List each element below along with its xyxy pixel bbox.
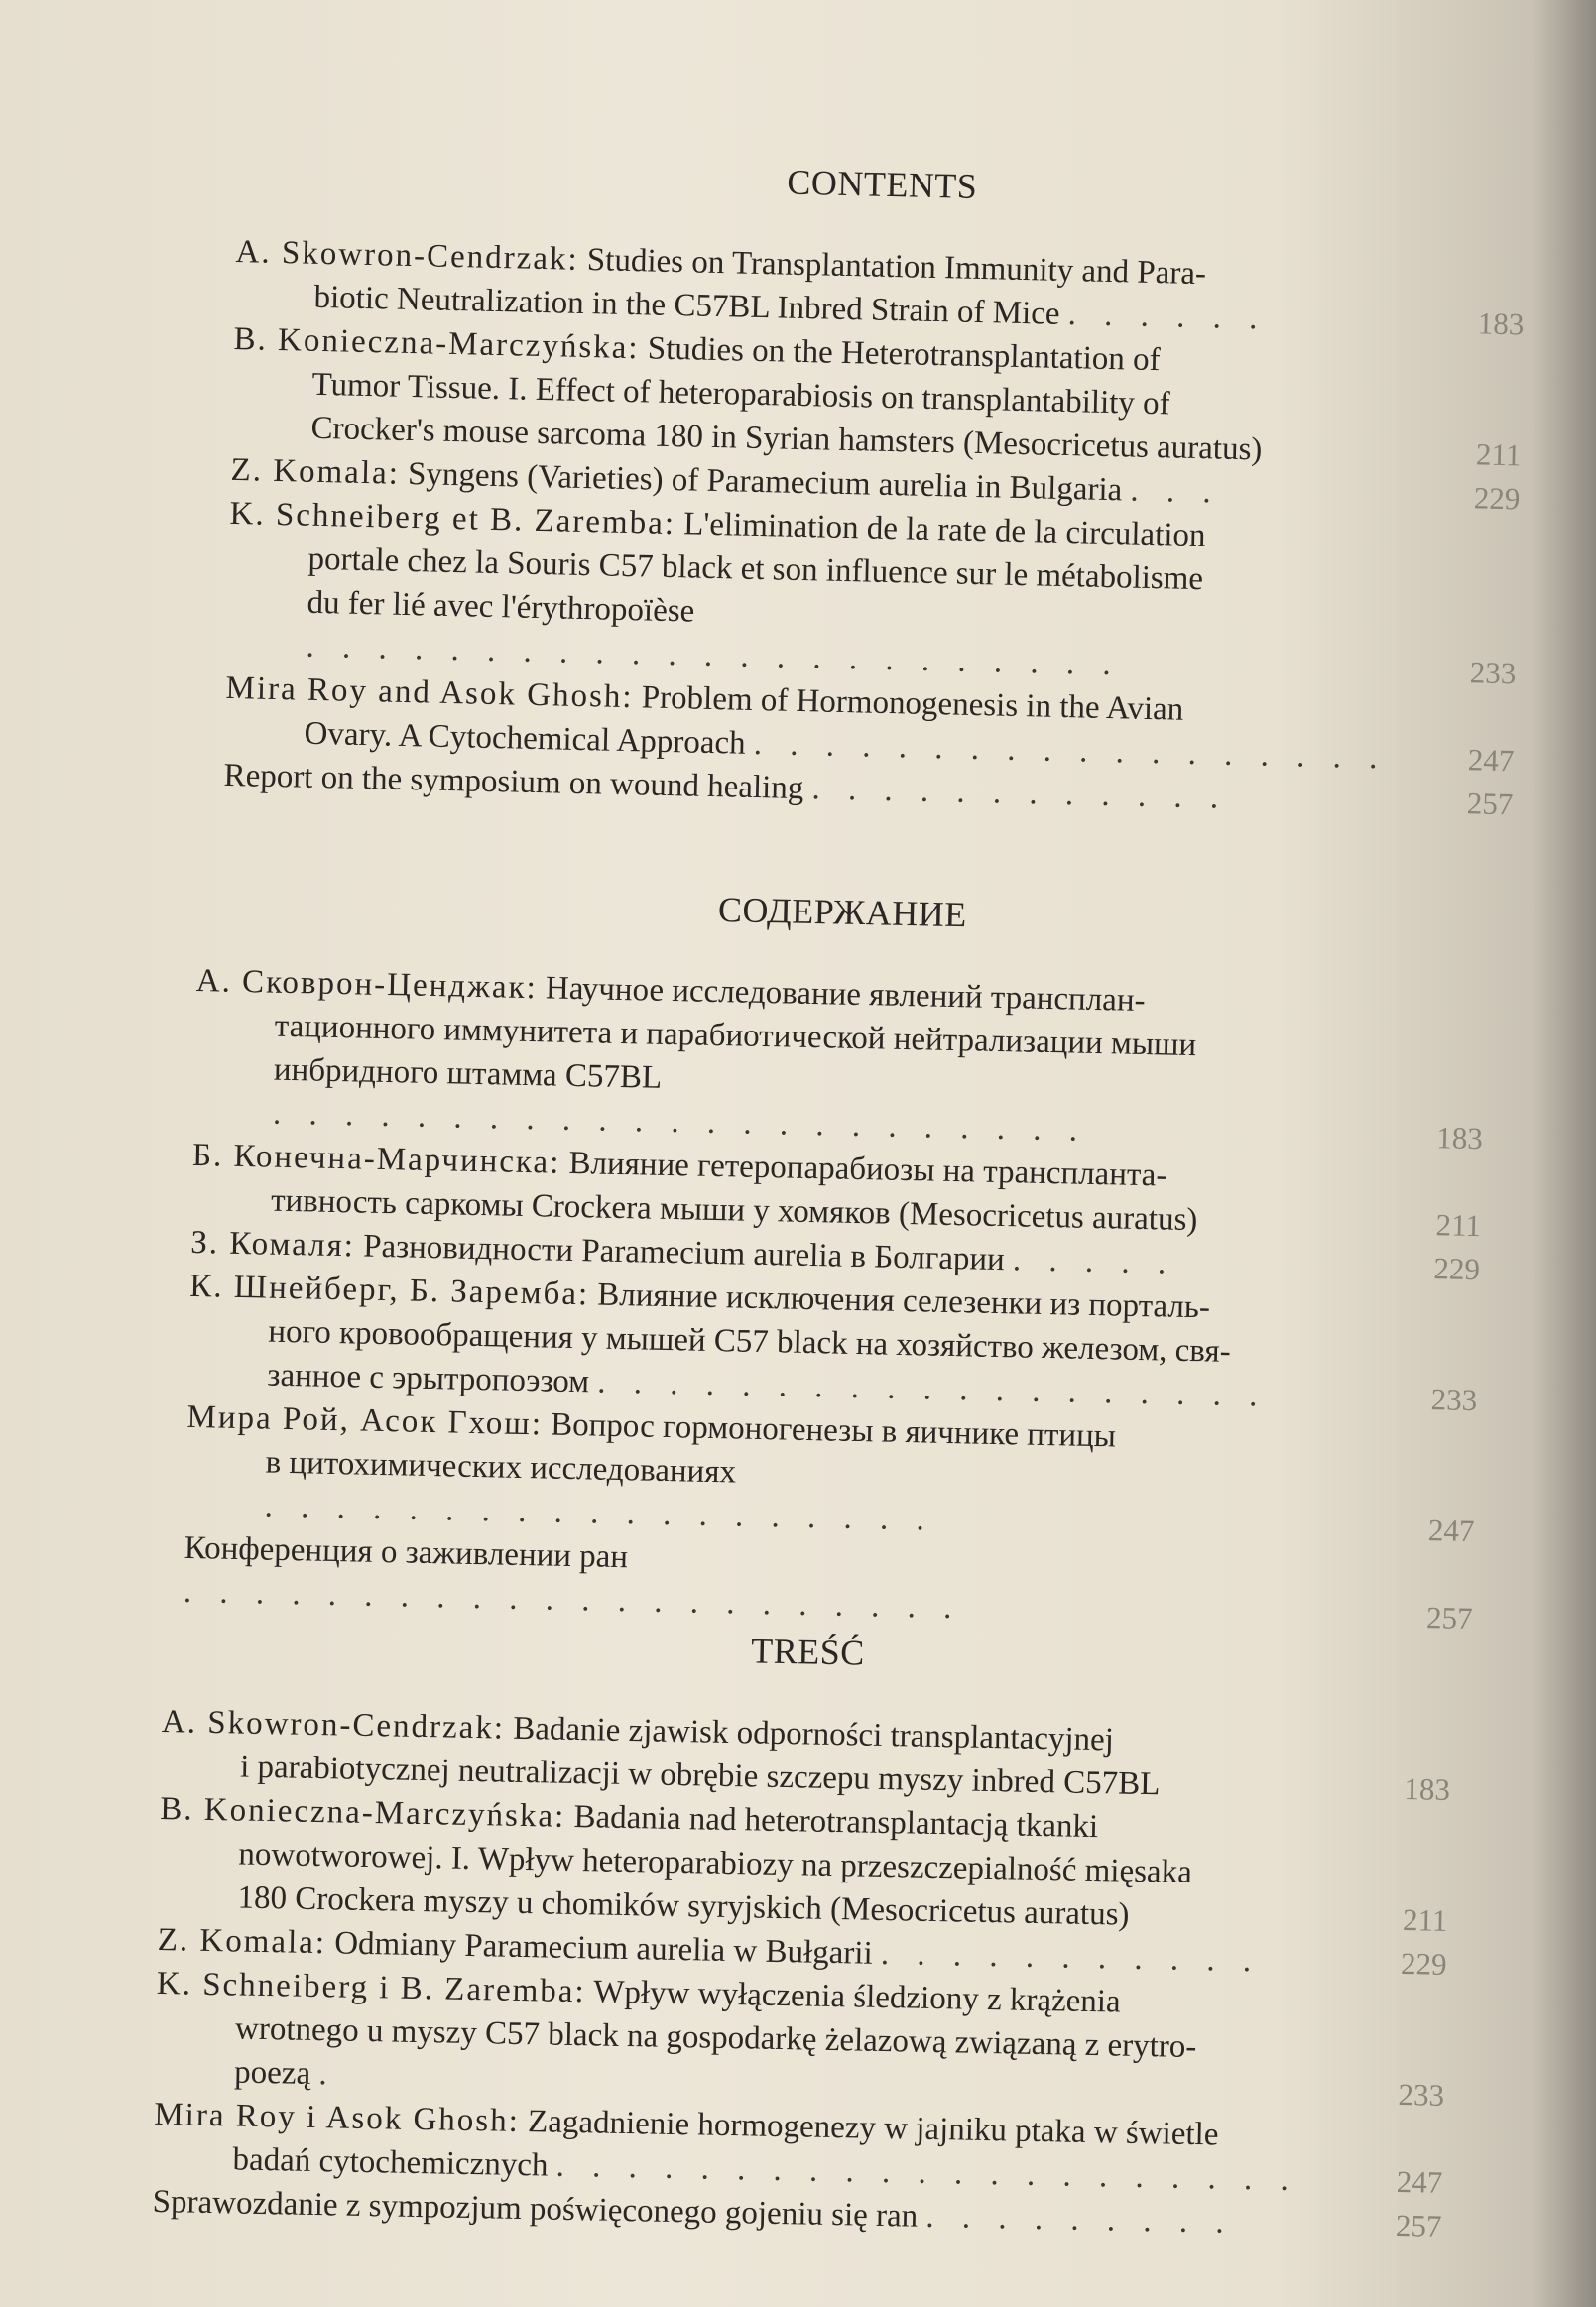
entry-title-line: i parabiotycznej neutralizacji w obrębie szczepu myszy inbred C57BL	[239, 1749, 1161, 1803]
entry-author: K. Schneiberg i B. Zaremba:	[156, 1965, 586, 2010]
entry-page-number: 183	[1477, 305, 1525, 342]
toc-entry: З. Комаля: Разновидности Paramecium aurelia в Болгарии . . . . . 229	[190, 1221, 1481, 1291]
entry-author: Z. Komala:	[230, 451, 401, 492]
entry-title-line: Report on the symposium on wound healing	[223, 757, 804, 807]
entry-author: А. Сковрон-Ценджак:	[195, 962, 539, 1007]
section-title: СОДЕРЖАНИЕ	[717, 889, 968, 935]
toc-entry: Мира Рой, Асок Гхош: Вопрос гормоногенезы в яичнике птицы в цитохимических исследованиях . . . . . . . . . . . . . . . . . . . 247	[184, 1396, 1476, 1553]
toc-entry: K. Schneiberg et B. Zaremba: L'elimination de la rate de la circulation portale chez la Souris C57 black et son influence sur le métabolisme du fer lié avec l'érythropoïèse . . . . . . . . . . . . . . . . . . . . . . . 233	[226, 492, 1520, 695]
toc-entry: A. Skowron-Cendrzak: Studies on Transplantation Immunity and Para- biotic Neutralization in the C57BL Inbred Strain of Mice . . . . . . 183	[234, 230, 1526, 346]
toc-entry: К. Шнейберг, Б. Заремба: Влияние исключения селезенки из порталь- ного кровообращения у мышей C57 black на хозяйство железом, свя- занное с эрытропоэзом . . . . . . . . . . . . . . . . . . . 233	[187, 1265, 1479, 1422]
entry-title-line: Вопрос гормоногенезы в яичнике птицы	[550, 1406, 1117, 1455]
entry-title-line: Studies on the Heterotransplantation of	[647, 330, 1161, 379]
toc-entry: Mira Roy i Asok Ghosh: Zagadnienie hormogenezy w jajniku ptaka w świetle badań cytochemicznych . . . . . . . . . . . . . . . . . . . . . 247	[153, 2093, 1443, 2205]
entry-page-number: 229	[1400, 1946, 1447, 1982]
entry-title-line: Wpływ wyłączenia śledziony z krążenia	[592, 1974, 1121, 2020]
entry-title-line: Научное исследование явлений трансплан-	[545, 970, 1146, 1020]
entry-page-number: 183	[1435, 1120, 1484, 1156]
toc-entry: А. Сковрон-Ценджак: Научное исследование явлений трансплан- тационного иммунитета и парабиотической нейтрализации мыши инбридного штамма C57BL . . . . . . . . . . . . . . . . . . . . . . . 183	[193, 959, 1486, 1160]
entry-title-line: Влияние гетеропарабиозы на транспланта-	[568, 1145, 1167, 1194]
entry-title-line: тивность саркомы Crockera мыши у хомяков (Mesocricetus auratus)	[270, 1182, 1198, 1239]
toc-entry: Report on the symposium on wound healing . . . . . . . . . . . . 257	[223, 754, 1514, 826]
entry-author: Mira Roy i Asok Ghosh:	[154, 2096, 521, 2139]
entry-title-line: Studies on Transplantation Immunity and Para-	[586, 242, 1207, 293]
entry-title-line: Влияние исключения селезенки из порталь-	[597, 1276, 1211, 1326]
entry-title-line: Tumor Tissue. I. Effect of heteroparabiosis on transplantability of	[311, 366, 1171, 423]
entry-page-number: 211	[1402, 1902, 1448, 1938]
toc-entry: Sprawozdanie z sympozjum poświęconego gojeniu się ran . . . . . . . . . 257	[152, 2180, 1442, 2248]
toc-entry	[158, 1787, 1449, 1943]
contents-section-polish	[152, 1619, 1596, 2251]
entry-title-line: L'elimination de la rate de la circulation	[682, 506, 1206, 554]
entry-page-number: 257	[1395, 2207, 1442, 2244]
entry-page-number: 229	[1433, 1251, 1481, 1287]
entry-title-line: занное с эрытропоэзом	[267, 1357, 590, 1400]
entry-page-number: 211	[1435, 1207, 1482, 1244]
entry-page-number: 247	[1467, 742, 1515, 779]
toc-entry: Z. Komala: Syngens (Varieties) of Paramecium aurelia in Bulgaria . . . 229	[230, 448, 1521, 521]
entry-page-number: 229	[1473, 480, 1521, 517]
entry-page-number: 247	[1427, 1513, 1475, 1549]
entry-author: З. Комаля:	[189, 1224, 356, 1265]
entry-title-line: Syngens (Varieties) of Paramecium aurelia in Bulgaria	[407, 455, 1123, 509]
entry-author: Б. Конечна-Марчинска:	[191, 1137, 561, 1181]
section-title: CONTENTS	[786, 162, 978, 206]
entry-page-number: 257	[1425, 1600, 1474, 1637]
toc-entry: Mira Roy and Asok Ghosh: Problem of Hormonogenesis in the Avian Ovary. A Cytochemical Approach . . . . . . . . . . . . . . . . . . 247	[224, 667, 1516, 783]
entry-title-line: Badania nad heterotransplantacją tkanki	[573, 1798, 1099, 1846]
toc-entry: Конференция о заживлении ран . . . . . . . . . . . . . . . . . . . . . . 257	[183, 1526, 1474, 1640]
entry-page-number: 233	[1398, 2076, 1445, 2113]
entry-title-line: ного кровообращения у мышей C57 black на хозяйство железом, свя-	[268, 1313, 1232, 1370]
entry-title-line: в цитохимических исследованиях	[265, 1444, 737, 1491]
contents-section-russian	[183, 878, 1596, 1643]
entry-author: B. Konieczna-Marczyńska:	[159, 1790, 566, 1835]
entry-title-line: Ovary. A Cytochemical Approach	[304, 715, 747, 762]
entry-title-line: Разновидности Paramecium aurelia в Болгарии	[362, 1228, 1006, 1278]
entry-title-line: wrotnego u myszy C57 black na gospodarkę żelazową związaną z erytro-	[234, 2010, 1197, 2066]
entry-title-line: portale chez la Souris C57 black et son influence sur le métabolisme	[307, 541, 1204, 598]
entry-page-number: 247	[1396, 2163, 1443, 2200]
entry-author: B. Konieczna-Marczyńska:	[233, 320, 640, 367]
entry-title-line: du fer lié avec l'érythropoïèse	[307, 584, 695, 630]
entry-title-line: тационного иммунитета и парабиотической нейтрализации мыши	[274, 1008, 1197, 1064]
toc-entry: K. Schneiberg i B. Zaremba: Wpływ wyłączenia śledziony z krążenia wrotnego u myszy C57 black na gospodarkę żelazową związaną z erytro- poezą . 233	[155, 1962, 1446, 2118]
entry-title-line: Sprawozdanie z sympozjum poświęconego gojeniu się ran	[152, 2183, 919, 2235]
entry-title-line: Crocker's mouse sarcoma 180 in Syrian hamsters (Mesocricetus auratus)	[310, 410, 1263, 468]
section-title: TREŚĆ	[750, 1631, 866, 1673]
entry-title-line: Badanie zjawisk odporności transplantacyjnej	[512, 1710, 1115, 1759]
entry-author: Мира Рой, Асок Гхош:	[186, 1398, 544, 1443]
entry-title-line: Zagadnienie hormogenezy w jajniku ptaka w świetle	[527, 2104, 1219, 2153]
entry-page-number: 257	[1466, 786, 1514, 822]
entry-title-line: инбридного штамма C57BL	[273, 1051, 662, 1096]
entry-page-number: 233	[1430, 1382, 1478, 1418]
entry-author: A. Skowron-Cendrzak:	[235, 233, 580, 278]
contents-section-english	[223, 149, 1596, 830]
entry-title-line: 180 Crockera myszy u chomików syryjskich (Mesocricetus auratus)	[237, 1880, 1130, 1933]
entry-author: К. Шнейберг, Б. Заремба:	[188, 1268, 590, 1313]
entry-page-number: 183	[1404, 1771, 1451, 1807]
entry-title-line: Problem of Hormonogenesis in the Avian	[641, 679, 1184, 728]
entry-title-line: Odmiany Paramecium aurelia w Bułgarii	[333, 1925, 874, 1972]
entry-page-number: 233	[1469, 655, 1517, 691]
entry-author: Z. Komala:	[157, 1921, 327, 1962]
entry-title-line: Конференция о заживлении ран	[184, 1529, 629, 1576]
entry-title-line: badań cytochemicznych	[232, 2141, 549, 2184]
entry-author: K. Schneiberg et B. Zaremba:	[229, 495, 676, 543]
entry-title-line: nowotworowej. I. Wpływ heteroparabiozy na przeszczepialność mięsaka	[238, 1836, 1193, 1890]
entry-title-line: poezą	[233, 2054, 311, 2092]
entry-author: Mira Roy and Asok Ghosh:	[225, 669, 634, 716]
entry-page-number: 211	[1475, 436, 1522, 473]
entry-author: A. Skowron-Cendrzak:	[161, 1703, 506, 1747]
toc-entry: Z. Komala: Odmiany Paramecium aurelia w Bułgarii . . . . . . . . . . . 229	[157, 1918, 1447, 1987]
entry-title-line: biotic Neutralization in the C57BL Inbred Strain of Mice	[313, 279, 1060, 332]
